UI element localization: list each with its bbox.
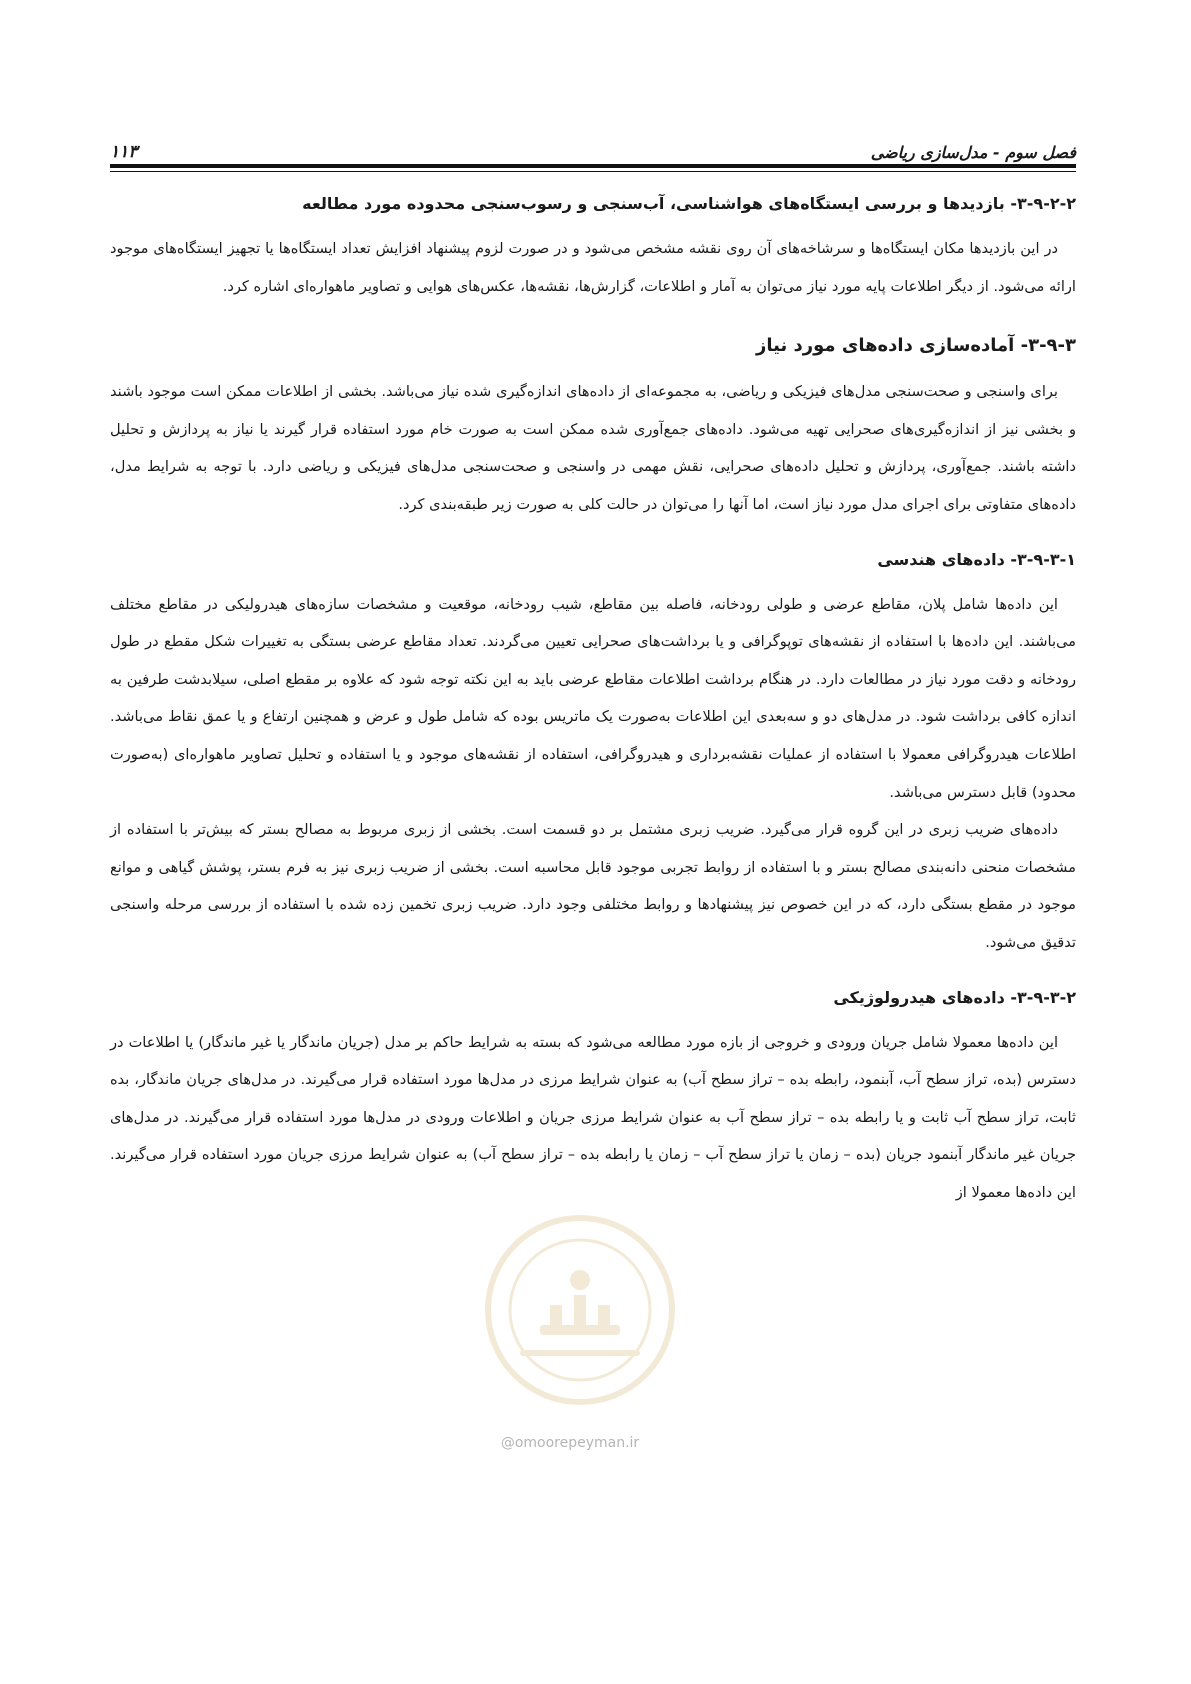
watermark-url: @omoorepeyman.ir xyxy=(500,1435,640,1451)
page-body xyxy=(110,190,1076,1211)
body-paragraph: برای واسنجی و صحت‌سنجی مدل‌های فیزیکی و ریاضی، به مجموعه‌ای از داده‌های اندازه‌گیری شده نیاز می‌باشد. بخشی از اطلاعات ممکن است موجود باشند و بخشی نیز از اندازه‌گیری‌های صحرایی تهیه می‌شود. داده‌های جمع‌آوری شده ممکن است به صورت خام مورد استفاده قرار گیرند یا نیاز به پردازش و تحلیل داشته باشند. جمع‌آوری، پردازش و تحلیل داده‌های صحرایی، نقش مهمی در واسنجی و صحت‌سنجی مدل‌های فیزیکی و ریاضی دارد. با توجه به شرایط مدل، داده‌های متفاوتی برای اجرای مدل مورد نیاز است، اما آنها را می‌توان در حالت کلی به صورت زیر طبقه‌بندی کرد. xyxy=(110,383,1076,513)
page-number: ۱۱۳ xyxy=(110,142,138,162)
running-header xyxy=(110,132,1076,162)
body-paragraph: داده‌های ضریب زبری در این گروه قرار می‌گیرد. ضریب زبری مشتمل بر دو قسمت است. بخشی از زبری مربوط به مصالح بستر که بیش‌تر با استفاده از مشخصات منحنی دانه‌بندی مصالح بستر و با استفاده از روابط تجربی موجود قابل محاسبه است. بخشی از ضریب زبری نیز به فرم بستر، پوشش گیاهی و موانع موجود در مقطع بستگی دارد، که در این خصوص نیز پیشنهادها و روابط مختلفی وجود دارد. ضریب زبری تخمین زده شده با استفاده از بررسی مرحله واسنجی تدقیق می‌شود. xyxy=(110,821,1076,951)
section-heading: ۳-۹-۲-۲- بازدیدها و بررسی ایستگاه‌های هواشناسی، آب‌سنجی و رسوب‌سنجی محدوده مورد مطالعه xyxy=(302,194,1076,213)
body-paragraph: این داده‌ها شامل پلان، مقاطع عرضی و طولی رودخانه، فاصله بین مقاطع، شیب رودخانه، موقعیت و مشخصات سازه‌های هیدرولیکی در مقاطع مختلف می‌باشند. این داده‌ها با استفاده از نقشه‌های توپوگرافی و یا برداشت‌های صحرایی تعیین می‌گردند. تعداد مقاطع عرضی بستگی به تغییرات شکل مقطع در طول رودخانه و دقت مورد نیاز در مطالعات دارد. در هنگام برداشت اطلاعات مقاطع عرضی باید به این نکته توجه شود که علاوه بر مقطع اصلی، سیلابدشت طرفین به اندازه کافی برداشت شود. در مدل‌های دو و سه‌بعدی این اطلاعات به‌صورت یک ماتریس بوده که شامل طول و عرض و همچنین ارتفاع و یا عمق نقاط می‌باشد. اطلاعات هیدروگرافی معمولا با استفاده از عملیات نقشه‌برداری و هیدروگرافی، استفاده از نقشه‌های موجود و یا استفاده و تحلیل تصاویر ماهواره‌ای (به‌صورت محدود) قابل دسترس می‌باشد. xyxy=(110,595,1076,801)
header-rule xyxy=(110,164,1076,168)
running-title: فصل سوم - مدل‌سازی ریاضی xyxy=(870,143,1076,162)
body-paragraph: این داده‌ها معمولا شامل جریان ورودی و خروجی از بازه مورد مطالعه می‌شود که بسته به شرایط حاکم بر مدل (جریان ماندگار یا غیر ماندگار) یا اطلاعات در دسترس (بده، تراز سطح آب، آبنمود، رابطه بده – تراز سطح آب) به عنوان شرایط مرزی در مدل‌ها مورد استفاده قرار می‌گیرند. در مدل‌های جریان ماندگار، بده ثابت، تراز سطح آب ثابت و یا رابطه بده – تراز سطح آب به عنوان شرایط مرزی جریان و اطلاعات ورودی در مدل‌ها مورد استفاده قرار می‌گیرند. در مدل‌های جریان غیر ماندگار آبنمود جریان (بده – زمان یا تراز سطح آب – زمان یا رابطه بده – تراز سطح آب) به عنوان شرایط مرزی جریان مورد استفاده قرار می‌گیرند. این داده‌ها معمولا از xyxy=(110,1033,1076,1201)
section-heading: ۳-۹-۳-۱- داده‌های هندسی xyxy=(877,549,1076,569)
body-paragraph: در این بازدیدها مکان ایستگاه‌ها و سرشاخه‌های آن روی نقشه مشخص می‌شود و در صورت لزوم پیشنهاد افزایش تعداد ایستگاه‌ها یا تجهیز ایستگاه‌های موجود ارائه می‌شود. از دیگر اطلاعات پایه مورد نیاز می‌توان به آمار و اطلاعات، گزارش‌ها، نقشه‌ها، عکس‌های هوایی و تصاویر ماهواره‌ای اشاره کرد. xyxy=(110,240,1076,295)
header-rule-thin xyxy=(110,171,1076,172)
document-page xyxy=(110,0,1076,1684)
section-heading: ۳-۹-۳- آماده‌سازی داده‌های مورد نیاز xyxy=(756,335,1076,357)
section-heading: ۳-۹-۳-۲- داده‌های هیدرولوژیکی xyxy=(833,987,1076,1007)
